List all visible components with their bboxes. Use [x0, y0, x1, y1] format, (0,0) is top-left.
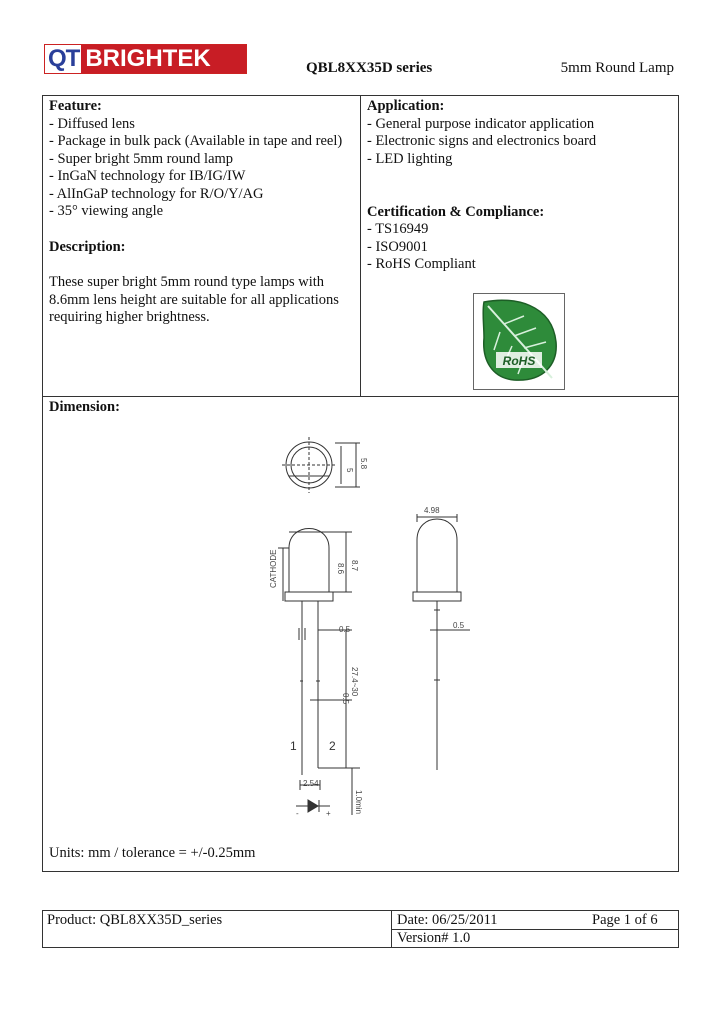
pin-1-label: 1 [290, 739, 297, 753]
feature-title: Feature: [49, 98, 102, 114]
logo-brightek: BRIGHTEK [81, 45, 246, 73]
dim-label: 2.54 [303, 779, 319, 788]
certification-item: - ISO9001 [367, 239, 428, 255]
series-title: QBL8XX35D series [306, 60, 433, 76]
dim-label: CATHODE [269, 549, 278, 588]
application-item: - General purpose indicator application [367, 116, 595, 132]
dim-label: 4.98 [424, 506, 440, 515]
dim-label: + [326, 809, 331, 818]
feature-item: - InGaN technology for IB/IG/IW [49, 168, 246, 184]
certification-title: Certification & Compliance: [367, 204, 545, 220]
feature-item: - 35° viewing angle [49, 203, 164, 219]
application-item: - LED lighting [367, 151, 453, 167]
feature-item: - Diffused lens [49, 116, 135, 132]
lens-side-view [417, 519, 457, 592]
feature-item: - Super bright 5mm round lamp [49, 151, 234, 167]
pin-2-label: 2 [329, 739, 336, 753]
dim-label: 5.8 [359, 458, 368, 470]
dim-label: - [296, 809, 299, 818]
dim-label: 1.0min [354, 790, 363, 815]
feature-item: - AlInGaP technology for R/O/Y/AG [49, 186, 264, 202]
dim-label: 8.6 [336, 563, 345, 575]
application-item: - Electronic signs and electronics board [367, 133, 597, 149]
dim-label: 0.5 [453, 621, 465, 630]
footer-version: Version# 1.0 [397, 930, 471, 946]
dim-label: 5 [345, 468, 354, 473]
description-title: Description: [49, 239, 126, 255]
footer-page: Page 1 of 6 [592, 912, 658, 928]
rohs-badge-text: RoHS [502, 354, 536, 368]
dim-label: 0.5 [339, 625, 351, 634]
dim-label: 27.4~30 [350, 667, 359, 697]
description-line: requiring higher brightness. [49, 309, 210, 325]
units-note: Units: mm / tolerance = +/-0.25mm [49, 845, 256, 861]
certification-item: - TS16949 [367, 221, 429, 237]
feature-item: - Package in bulk pack (Available in tape and reel) [49, 133, 343, 149]
application-title: Application: [367, 98, 445, 114]
description-line: 8.6mm lens height are suitable for all applications [49, 292, 339, 308]
footer-date: Date: 06/25/2011 [397, 912, 498, 928]
certification-item: - RoHS Compliant [367, 256, 476, 272]
logo-qt: QT [45, 45, 81, 73]
dimension-title: Dimension: [49, 399, 120, 415]
description-line: These super bright 5mm round type lamps with [49, 274, 325, 290]
footer-product: Product: QBL8XX35D_series [47, 912, 223, 928]
lens-front-view [289, 529, 329, 593]
product-type: 5mm Round Lamp [560, 60, 674, 76]
dim-label: 8.7 [350, 560, 359, 572]
dim-label: 0.5 [341, 693, 350, 705]
